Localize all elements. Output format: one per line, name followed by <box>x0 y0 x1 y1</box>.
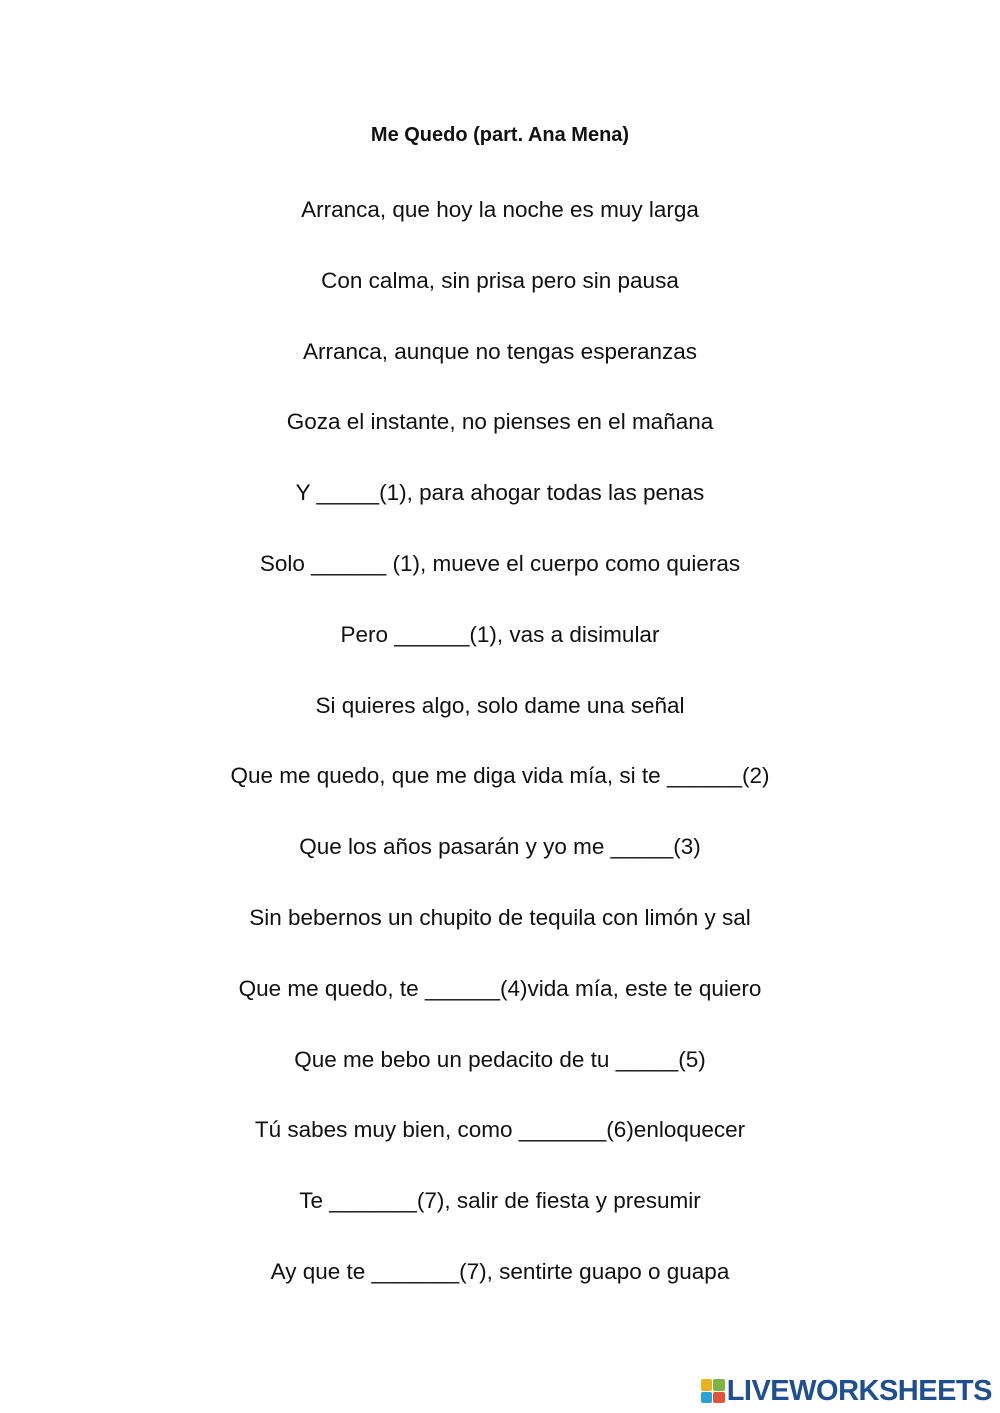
logo-square <box>713 1392 725 1404</box>
lyric-line: Te _______(7), salir de fiesta y presumir <box>299 1188 701 1214</box>
lyric-line: Que los años pasarán y yo me _____(3) <box>299 834 701 860</box>
lyrics-list <box>0 195 1000 1328</box>
liveworksheets-logo[interactable] <box>701 1373 992 1409</box>
lyric-line: Que me quedo, te ______(4)vida mía, este te quiero <box>238 975 762 1001</box>
lyric-line: Pero ______(1), vas a disimular <box>340 621 660 647</box>
lyric-line: Solo ______ (1), mueve el cuerpo como quieras <box>259 550 741 576</box>
page-title: Me Quedo (part. Ana Mena) <box>370 124 630 146</box>
lyric-line: Sin bebernos un chupito de tequila con limón y sal <box>249 904 751 930</box>
lyric-line: Arranca, que hoy la noche es muy larga <box>301 197 699 222</box>
lyric-line: Tú sabes muy bien, como _______(6)enloquecer <box>254 1117 746 1143</box>
lyric-line: Y _____(1), para ahogar todas las penas <box>295 480 705 506</box>
liveworksheets-brand-text: LIVEWORKSHEETS <box>726 1374 992 1407</box>
logo-square <box>713 1379 725 1391</box>
liveworksheets-logo-icon <box>701 1379 725 1403</box>
lyric-line: Arranca, aunque no tengas esperanzas <box>302 338 698 364</box>
lyric-line: Que me quedo, que me diga vida mía, si te ______(2) <box>230 763 770 789</box>
lyric-line: Que me bebo un pedacito de tu _____(5) <box>294 1046 706 1072</box>
lyric-line: Con calma, sin prisa pero sin pausa <box>321 267 679 293</box>
lyric-line: Si quieres algo, solo dame una señal <box>315 692 685 718</box>
logo-square <box>701 1379 713 1391</box>
logo-square <box>701 1392 713 1404</box>
lyric-line: Goza el instante, no pienses en el mañana <box>286 409 714 435</box>
lyric-line: Ay que te _______(7), sentirte guapo o guapa <box>270 1258 730 1284</box>
